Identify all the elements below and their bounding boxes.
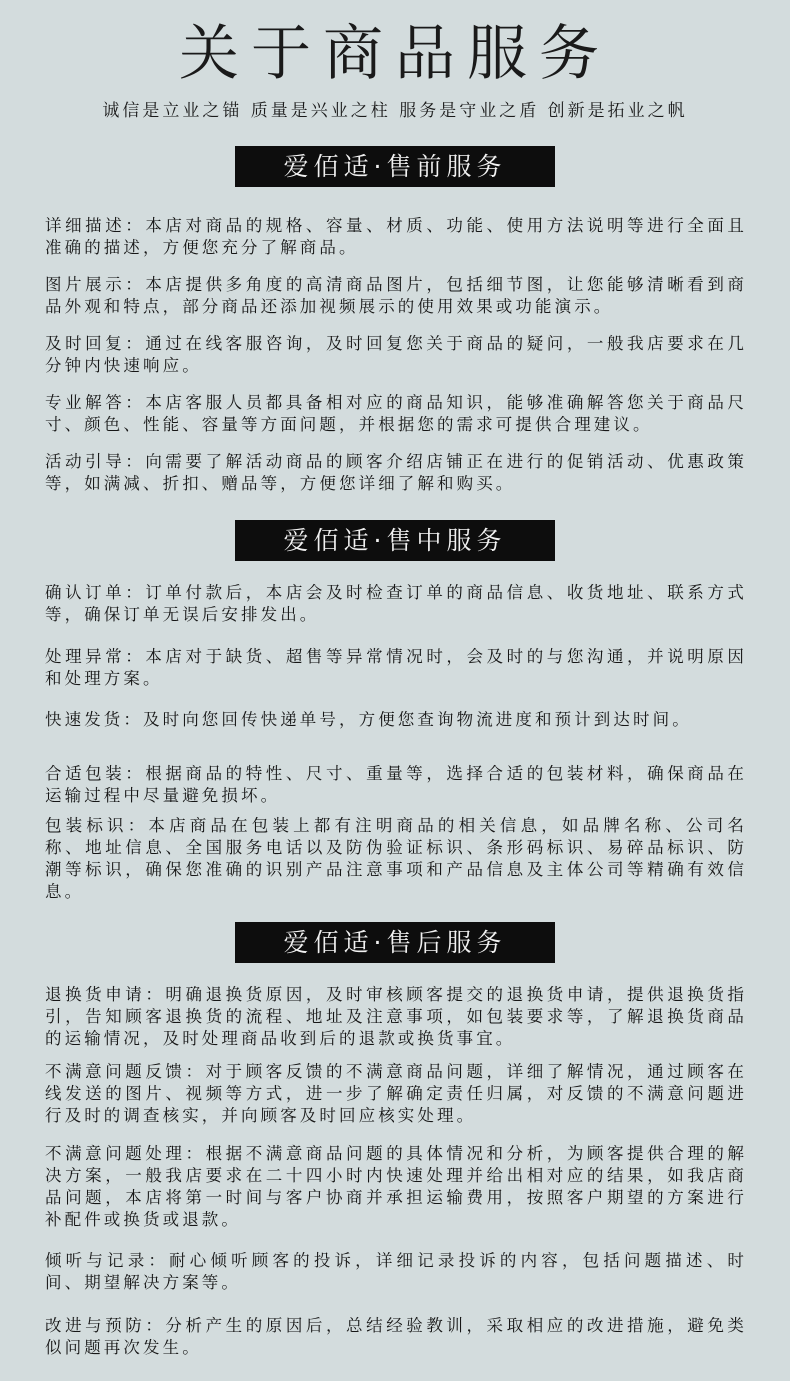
aftersale-item-improve-prevent: 改进与预防：分析产生的原因后，总结经验教训，采取相应的改进措施，避免类似问题再次发生。 [45,1316,747,1357]
aftersale-item-return-request: 退换货申请：明确退换货原因，及时审核顾客提交的退换货申请，提供退换货指引，告知顾客退换货的流程、地址及注意事项，如包装要求等，了解退换货商品的运输情况，及时处理商品收到后的退款或换货事宜。 [45,985,747,1048]
presale-item-image-display: 图片展示：本店提供多角度的高清商品图片，包括细节图，让您能够清晰看到商品外观和特点，部分商品还添加视频展示的使用效果或功能演示。 [45,275,747,316]
aftersale-item-listen-record: 倾听与记录：耐心倾听顾客的投诉，详细记录投诉的内容，包括问题描述、时间、期望解决方案等。 [45,1251,747,1292]
aftersale-item-complaint-handling: 不满意问题处理：根据不满意商品问题的具体情况和分析，为顾客提供合理的解决方案，一般我店要求在二十四小时内快速处理并给出相对应的结果，如我店商品问题，本店将第一时间与客户协商并承担运输费用，按照客户期望的方案进行补配件或换货或退款。 [45,1144,747,1229]
insale-item-packaging-labels: 包装标识：本店商品在包装上都有注明商品的相关信息，如品牌名称、公司名称、地址信息、全国服务电话以及防伪验证标识、条形码标识、易碎品标识、防潮等标识，确保您准确的识别产品注意事项和产品信息及主体公司等精确有效信息。 [45,816,747,901]
presale-item-timely-reply: 及时回复：通过在线客服咨询，及时回复您关于商品的疑问，一般我店要求在几分钟内快速响应。 [45,334,747,375]
section-heading-insale: 爱佰适·售中服务 [235,520,555,561]
insale-item-suitable-packaging: 合适包装：根据商品的特性、尺寸、重量等，选择合适的包装材料，确保商品在运输过程中尽量避免损坏。 [45,764,747,805]
insale-item-fast-shipping: 快速发货：及时向您回传快递单号，方便您查询物流进度和预计到达时间。 [45,710,692,729]
insale-item-confirm-order: 确认订单：订单付款后，本店会及时检查订单的商品信息、收货地址、联系方式等，确保订单无误后安排发出。 [45,583,747,624]
presale-item-detail-description: 详细描述：本店对商品的规格、容量、材质、功能、使用方法说明等进行全面且准确的描述，方便您充分了解商品。 [45,216,747,257]
aftersale-item-complaint-feedback: 不满意问题反馈：对于顾客反馈的不满意商品问题，详细了解情况，通过顾客在线发送的图片、视频等方式，进一步了解确定责任归属，对反馈的不满意问题进行及时的调查核实，并向顾客及时回应核实处理。 [45,1062,747,1125]
section-heading-aftersale: 爱佰适·售后服务 [235,922,555,963]
insale-item-handle-exception: 处理异常：本店对于缺货、超售等异常情况时，会及时的与您沟通，并说明原因和处理方案。 [45,647,747,688]
page-title: 关于商品服务 [179,19,611,89]
presale-item-activity-guidance: 活动引导：向需要了解活动商品的顾客介绍店铺正在进行的促销活动、优惠政策等，如满减、折扣、赠品等，方便您详细了解和购买。 [45,452,747,493]
page-subtitle: 诚信是立业之锚 质量是兴业之柱 服务是守业之盾 创新是拓业之帆 [102,101,688,121]
section-heading-presale: 爱佰适·售前服务 [235,146,555,187]
presale-item-professional-answer: 专业解答：本店客服人员都具备相对应的商品知识，能够准确解答您关于商品尺寸、颜色、性能、容量等方面问题，并根据您的需求可提供合理建议。 [45,393,747,434]
